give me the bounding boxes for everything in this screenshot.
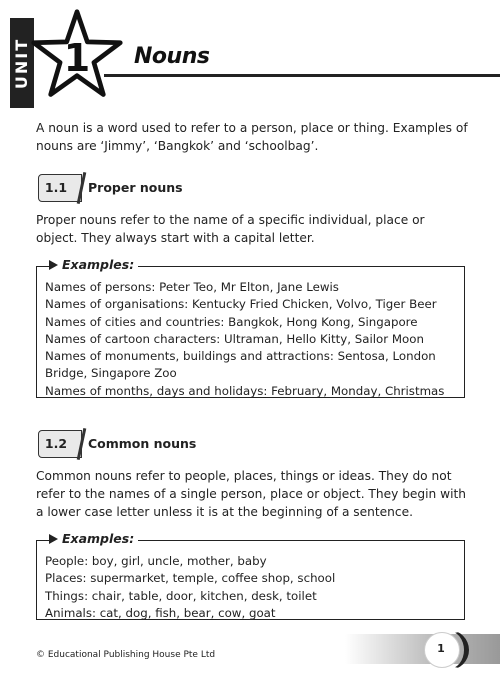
section-number-badge — [38, 430, 82, 458]
examples-list — [45, 279, 458, 400]
examples-box — [36, 531, 465, 620]
page-title: Nouns — [134, 44, 210, 69]
example-line: Things: chair, table, door, kitchen, desk, toilet — [45, 588, 317, 603]
section-number-badge — [38, 174, 82, 202]
example-line: Names of cities and countries: Bangkok, Hong Kong, Singapore — [45, 314, 418, 329]
section-title: Common nouns — [88, 436, 197, 451]
badge-divider — [77, 428, 87, 460]
copyright-notice: © Educational Publishing House Pte Ltd — [36, 650, 216, 660]
examples-label: Examples: — [49, 257, 138, 272]
section-number: 1.2 — [44, 436, 68, 451]
page-number: 1 — [437, 642, 445, 655]
unit-number: 1 — [63, 36, 91, 80]
examples-list — [45, 553, 458, 622]
example-line: Names of monuments, buildings and attractions: Sentosa, London — [45, 349, 436, 364]
unit-label: UNIT — [12, 37, 32, 89]
section-title: Proper nouns — [88, 180, 183, 195]
section-description: Proper nouns refer to the name of a specific individual, place or object. They always start with a capital letter. — [36, 213, 425, 245]
example-line: Names of persons: Peter Teo, Mr Elton, Jane Lewis — [45, 280, 339, 294]
examples-box — [36, 257, 465, 398]
badge-divider — [77, 172, 87, 204]
example-line: Places: supermarket, temple, coffee shop, school — [45, 571, 336, 586]
header-rule — [104, 74, 500, 77]
arrow-right-icon — [49, 260, 58, 270]
example-line: Bridge, Singapore Zoo — [45, 366, 177, 381]
arrow-right-icon — [49, 534, 58, 544]
section-number: 1.1 — [44, 180, 68, 195]
example-line: Names of organisations: Kentucky Fried Chicken, Volvo, Tiger Beer — [45, 297, 437, 312]
section-description: Common nouns refer to people, places, things or ideas. They do not refer to the names of a single person, place or object. They begin with a lower case letter unless it is at the beginning of a sentence. — [36, 469, 467, 519]
example-line: Animals: cat, dog, fish, bear, cow, goat — [45, 605, 276, 620]
example-line: Names of cartoon characters: Ultraman, Hello Kitty, Sailor Moon — [45, 331, 424, 346]
intro-paragraph: A noun is a word used to refer to a person, place or thing. Examples of nouns are ‘Jimmy’, ‘Bangkok’ and ‘schoolbag’. — [36, 121, 468, 153]
example-line: People: boy, girl, uncle, mother, baby — [45, 554, 267, 568]
example-line: Names of months, days and holidays: February, Monday, Christmas — [45, 383, 445, 398]
footer-gradient-bar — [345, 634, 500, 664]
examples-label: Examples: — [49, 531, 138, 546]
